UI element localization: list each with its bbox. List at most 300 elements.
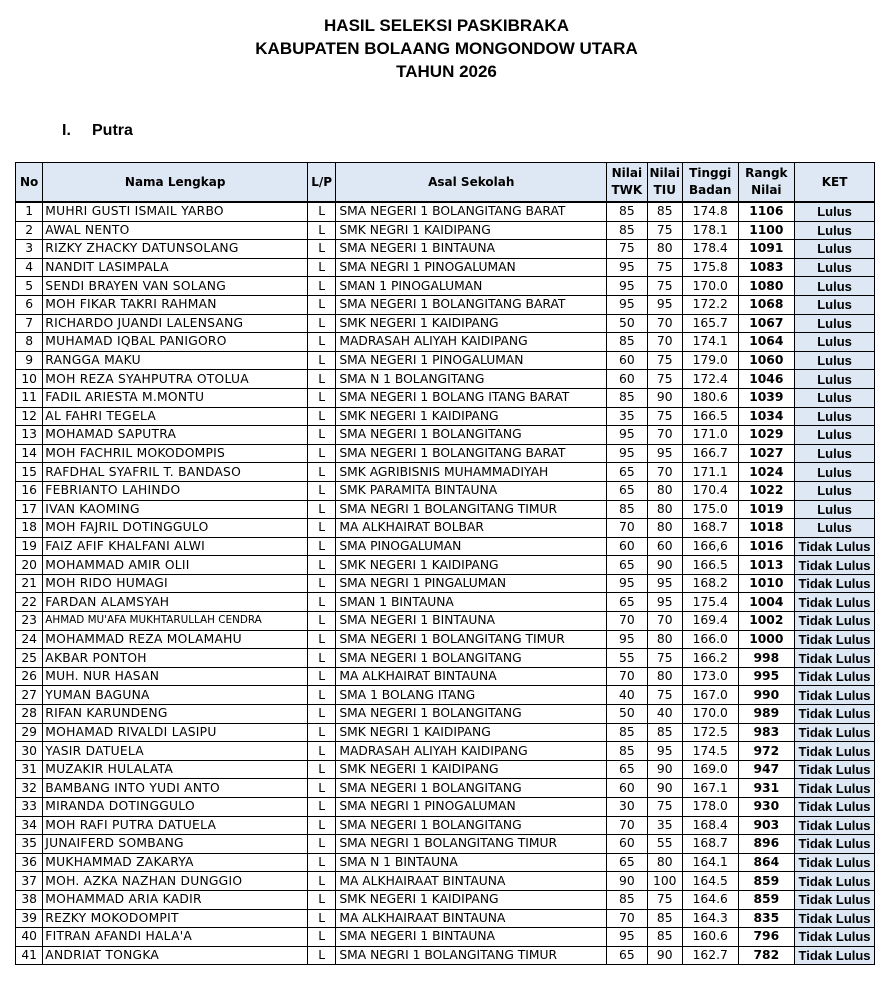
cell-sekolah: SMA NEGERI 1 BOLANG ITANG BARAT — [336, 388, 607, 407]
cell-sekolah: SMA NEGRI 1 PINOGALUMAN — [336, 798, 607, 817]
cell-tiu: 70 — [647, 314, 682, 333]
cell-sekolah: SMK NEGRI 1 KAIDIPANG — [336, 723, 607, 742]
cell-ket: Tidak Lulus — [795, 537, 875, 556]
cell-tinggi: 168.7 — [682, 519, 738, 538]
cell-ket: Lulus — [795, 202, 875, 221]
document-title — [0, 14, 893, 83]
cell-tinggi: 167.0 — [682, 686, 738, 705]
cell-rank: 796 — [738, 928, 795, 947]
cell-tinggi: 172.2 — [682, 295, 738, 314]
cell-twk: 85 — [607, 388, 647, 407]
cell-twk: 65 — [607, 556, 647, 575]
cell-twk: 95 — [607, 928, 647, 947]
cell-twk: 60 — [607, 537, 647, 556]
cell-tiu: 70 — [647, 612, 682, 631]
cell-no: 4 — [16, 258, 43, 277]
cell-lp: L — [308, 519, 336, 538]
cell-nama: AWAL NENTO — [43, 221, 308, 240]
cell-lp: L — [308, 630, 336, 649]
cell-ket: Lulus — [795, 407, 875, 426]
cell-tiu: 80 — [647, 630, 682, 649]
cell-nama: MIRANDA DOTINGGULO — [43, 798, 308, 817]
cell-twk: 30 — [607, 798, 647, 817]
table-row — [16, 333, 875, 352]
cell-twk: 95 — [607, 258, 647, 277]
cell-twk: 95 — [607, 444, 647, 463]
cell-tiu: 80 — [647, 853, 682, 872]
cell-rank: 864 — [738, 853, 795, 872]
cell-tiu: 85 — [647, 723, 682, 742]
cell-rank: 995 — [738, 667, 795, 686]
cell-tiu: 75 — [647, 277, 682, 296]
cell-nama: FADIL ARIESTA M.MONTU — [43, 388, 308, 407]
cell-sekolah: MA ALKHAIRAT BOLBAR — [336, 519, 607, 538]
cell-sekolah: SMAN 1 BINTAUNA — [336, 593, 607, 612]
cell-tinggi: 174.8 — [682, 202, 738, 221]
cell-twk: 70 — [607, 519, 647, 538]
cell-no: 10 — [16, 370, 43, 389]
cell-nama: FEBRIANTO LAHINDO — [43, 481, 308, 500]
table-row — [16, 723, 875, 742]
cell-tinggi: 166,6 — [682, 537, 738, 556]
cell-rank: 1004 — [738, 593, 795, 612]
cell-lp: L — [308, 779, 336, 798]
cell-no: 8 — [16, 333, 43, 352]
table-row — [16, 612, 875, 631]
cell-nama: MOH REZA SYAHPUTRA OTOLUA — [43, 370, 308, 389]
cell-nama: RICHARDO JUANDI LALENSANG — [43, 314, 308, 333]
cell-ket: Tidak Lulus — [795, 686, 875, 705]
cell-tinggi: 164.1 — [682, 853, 738, 872]
cell-rank: 930 — [738, 798, 795, 817]
cell-rank: 998 — [738, 649, 795, 668]
cell-nama: RANGGA MAKU — [43, 351, 308, 370]
cell-tiu: 95 — [647, 574, 682, 593]
cell-tinggi: 166.5 — [682, 556, 738, 575]
cell-rank: 1002 — [738, 612, 795, 631]
cell-sekolah: MA ALKHAIRAT BINTAUNA — [336, 667, 607, 686]
cell-tiu: 70 — [647, 426, 682, 445]
cell-no: 26 — [16, 667, 43, 686]
cell-tinggi: 174.5 — [682, 742, 738, 761]
cell-nama: RIFAN KARUNDENG — [43, 705, 308, 724]
cell-sekolah: SMA NEGRI 1 BOLANGITANG TIMUR — [336, 835, 607, 854]
table-row — [16, 537, 875, 556]
cell-twk: 60 — [607, 370, 647, 389]
cell-tiu: 95 — [647, 444, 682, 463]
cell-ket: Tidak Lulus — [795, 853, 875, 872]
cell-sekolah: SMK NEGERI 1 KAIDIPANG — [336, 556, 607, 575]
cell-tinggi: 166.2 — [682, 649, 738, 668]
cell-tinggi: 172.4 — [682, 370, 738, 389]
cell-sekolah: MADRASAH ALIYAH KAIDIPANG — [336, 333, 607, 352]
cell-twk: 70 — [607, 816, 647, 835]
header-tinggi-top: Tinggi — [689, 166, 732, 180]
cell-no: 32 — [16, 779, 43, 798]
section-heading — [62, 122, 133, 140]
cell-sekolah: SMA NEGERI 1 PINOGALUMAN — [336, 351, 607, 370]
cell-ket: Lulus — [795, 240, 875, 259]
cell-tinggi: 164.5 — [682, 872, 738, 891]
cell-ket: Tidak Lulus — [795, 723, 875, 742]
cell-lp: L — [308, 444, 336, 463]
cell-lp: L — [308, 890, 336, 909]
cell-lp: L — [308, 742, 336, 761]
cell-tinggi: 175.8 — [682, 258, 738, 277]
cell-lp: L — [308, 835, 336, 854]
cell-tinggi: 166.0 — [682, 630, 738, 649]
cell-rank: 1022 — [738, 481, 795, 500]
cell-tinggi: 167.1 — [682, 779, 738, 798]
cell-twk: 85 — [607, 742, 647, 761]
cell-twk: 85 — [607, 221, 647, 240]
cell-tinggi: 175.0 — [682, 500, 738, 519]
cell-no: 28 — [16, 705, 43, 724]
cell-ket: Tidak Lulus — [795, 835, 875, 854]
table-row — [16, 481, 875, 500]
cell-sekolah: SMA NEGERI 1 BOLANGITANG — [336, 816, 607, 835]
cell-nama: MOHAMAD RIVALDI LASIPU — [43, 723, 308, 742]
cell-twk: 95 — [607, 630, 647, 649]
cell-tinggi: 166.7 — [682, 444, 738, 463]
table-row — [16, 928, 875, 947]
cell-tinggi: 160.6 — [682, 928, 738, 947]
cell-ket: Lulus — [795, 370, 875, 389]
cell-nama: MOH RAFI PUTRA DATUELA — [43, 816, 308, 835]
cell-lp: L — [308, 221, 336, 240]
cell-no: 5 — [16, 277, 43, 296]
cell-lp: L — [308, 388, 336, 407]
cell-sekolah: SMA NEGERI 1 BOLANGITANG — [336, 779, 607, 798]
cell-tinggi: 174.1 — [682, 333, 738, 352]
cell-tinggi: 171.1 — [682, 463, 738, 482]
cell-nama: MOHAMAD SAPUTRA — [43, 426, 308, 445]
cell-tinggi: 179.0 — [682, 351, 738, 370]
cell-no: 12 — [16, 407, 43, 426]
header-lp: L/P — [308, 163, 336, 203]
cell-nama: MUKHAMMAD ZAKARYA — [43, 853, 308, 872]
cell-twk: 70 — [607, 909, 647, 928]
cell-ket: Lulus — [795, 444, 875, 463]
table-row — [16, 444, 875, 463]
cell-lp: L — [308, 314, 336, 333]
cell-rank: 903 — [738, 816, 795, 835]
cell-lp: L — [308, 240, 336, 259]
cell-no: 41 — [16, 946, 43, 965]
table-row — [16, 388, 875, 407]
cell-nama: AKBAR PONTOH — [43, 649, 308, 668]
cell-ket: Lulus — [795, 519, 875, 538]
cell-rank: 859 — [738, 890, 795, 909]
table-row — [16, 946, 875, 965]
cell-ket: Lulus — [795, 295, 875, 314]
cell-ket: Tidak Lulus — [795, 630, 875, 649]
cell-ket: Tidak Lulus — [795, 667, 875, 686]
results-table — [15, 162, 875, 965]
title-line-1: HASIL SELEKSI PASKIBRAKA — [324, 16, 569, 35]
table-row — [16, 816, 875, 835]
cell-nama: YASIR DATUELA — [43, 742, 308, 761]
cell-tinggi: 178.1 — [682, 221, 738, 240]
cell-twk: 65 — [607, 593, 647, 612]
cell-nama: MOH FAJRIL DOTINGGULO — [43, 519, 308, 538]
cell-rank: 1067 — [738, 314, 795, 333]
cell-no: 20 — [16, 556, 43, 575]
cell-nama: SENDI BRAYEN VAN SOLANG — [43, 277, 308, 296]
cell-tiu: 85 — [647, 928, 682, 947]
table-row — [16, 835, 875, 854]
cell-lp: L — [308, 556, 336, 575]
table-row — [16, 258, 875, 277]
header-ket: KET — [795, 163, 875, 203]
cell-tiu: 75 — [647, 890, 682, 909]
header-twk — [607, 163, 647, 203]
cell-no: 29 — [16, 723, 43, 742]
cell-lp: L — [308, 649, 336, 668]
cell-no: 27 — [16, 686, 43, 705]
cell-nama: IVAN KAOMING — [43, 500, 308, 519]
cell-lp: L — [308, 407, 336, 426]
cell-sekolah: SMA NEGERI 1 BOLANGITANG — [336, 705, 607, 724]
cell-twk: 85 — [607, 500, 647, 519]
cell-no: 11 — [16, 388, 43, 407]
table-row — [16, 295, 875, 314]
cell-rank: 1027 — [738, 444, 795, 463]
cell-ket: Lulus — [795, 426, 875, 445]
cell-twk: 40 — [607, 686, 647, 705]
header-rangk-top: Rangk — [745, 166, 788, 180]
cell-tinggi: 162.7 — [682, 946, 738, 965]
table-row — [16, 630, 875, 649]
cell-lp: L — [308, 853, 336, 872]
cell-tinggi: 168.2 — [682, 574, 738, 593]
cell-ket: Lulus — [795, 258, 875, 277]
cell-lp: L — [308, 872, 336, 891]
cell-lp: L — [308, 946, 336, 965]
table-row — [16, 593, 875, 612]
cell-ket: Lulus — [795, 221, 875, 240]
cell-twk: 85 — [607, 333, 647, 352]
table-row — [16, 277, 875, 296]
cell-sekolah: SMA NEGERI 1 BOLANGITANG — [336, 649, 607, 668]
cell-twk: 95 — [607, 426, 647, 445]
cell-sekolah: SMA 1 BOLANG ITANG — [336, 686, 607, 705]
cell-tinggi: 170.4 — [682, 481, 738, 500]
table-row — [16, 760, 875, 779]
cell-tinggi: 165.7 — [682, 314, 738, 333]
cell-no: 25 — [16, 649, 43, 668]
cell-ket: Tidak Lulus — [795, 946, 875, 965]
cell-tiu: 75 — [647, 351, 682, 370]
cell-tiu: 90 — [647, 760, 682, 779]
cell-no: 15 — [16, 463, 43, 482]
cell-tiu: 85 — [647, 202, 682, 221]
cell-tinggi: 180.6 — [682, 388, 738, 407]
cell-nama: JUNAIFERD SOMBANG — [43, 835, 308, 854]
header-rangk-bottom: Nilai — [751, 183, 782, 197]
header-tiu-top: Nilai — [649, 166, 680, 180]
section-title: Putra — [92, 122, 133, 139]
cell-ket: Tidak Lulus — [795, 909, 875, 928]
cell-tiu: 75 — [647, 258, 682, 277]
cell-tiu: 70 — [647, 333, 682, 352]
table-row — [16, 779, 875, 798]
cell-nama: MOHAMMAD REZA MOLAMAHU — [43, 630, 308, 649]
cell-tiu: 75 — [647, 221, 682, 240]
cell-rank: 989 — [738, 705, 795, 724]
table-row — [16, 705, 875, 724]
cell-tiu: 75 — [647, 798, 682, 817]
cell-nama: AHMAD MU'AFA MUKHTARULLAH CENDRA — [43, 612, 308, 631]
cell-tinggi: 170.0 — [682, 277, 738, 296]
cell-twk: 85 — [607, 202, 647, 221]
cell-tiu: 90 — [647, 779, 682, 798]
header-tinggi — [682, 163, 738, 203]
cell-lp: L — [308, 593, 336, 612]
cell-ket: Tidak Lulus — [795, 574, 875, 593]
table-row — [16, 649, 875, 668]
cell-lp: L — [308, 574, 336, 593]
table-row — [16, 890, 875, 909]
cell-ket: Lulus — [795, 500, 875, 519]
cell-ket: Lulus — [795, 481, 875, 500]
table-row — [16, 240, 875, 259]
cell-sekolah: SMA NEGERI 1 BOLANGITANG TIMUR — [336, 630, 607, 649]
cell-no: 13 — [16, 426, 43, 445]
cell-ket: Lulus — [795, 463, 875, 482]
cell-lp: L — [308, 370, 336, 389]
cell-tinggi: 164.6 — [682, 890, 738, 909]
cell-tiu: 100 — [647, 872, 682, 891]
cell-tiu: 95 — [647, 593, 682, 612]
cell-lp: L — [308, 333, 336, 352]
cell-ket: Lulus — [795, 314, 875, 333]
cell-sekolah: SMK NEGERI 1 KAIDIPANG — [336, 314, 607, 333]
cell-lp: L — [308, 705, 336, 724]
cell-tinggi: 169.4 — [682, 612, 738, 631]
cell-nama: MOH FACHRIL MOKODOMPIS — [43, 444, 308, 463]
cell-sekolah: MA ALKHAIRAAT BINTAUNA — [336, 909, 607, 928]
table-row — [16, 872, 875, 891]
title-line-3: TAHUN 2026 — [396, 62, 497, 81]
table-row — [16, 314, 875, 333]
cell-twk: 70 — [607, 612, 647, 631]
table-row — [16, 370, 875, 389]
cell-twk: 70 — [607, 667, 647, 686]
table-row — [16, 202, 875, 221]
cell-tinggi: 175.4 — [682, 593, 738, 612]
cell-no: 6 — [16, 295, 43, 314]
cell-nama: ANDRIAT TONGKA — [43, 946, 308, 965]
cell-tinggi: 178.4 — [682, 240, 738, 259]
header-sekolah: Asal Sekolah — [336, 163, 607, 203]
cell-twk: 60 — [607, 779, 647, 798]
cell-twk: 85 — [607, 890, 647, 909]
cell-rank: 1039 — [738, 388, 795, 407]
table-row — [16, 853, 875, 872]
cell-nama: RAFDHAL SYAFRIL T. BANDASO — [43, 463, 308, 482]
cell-tinggi: 168.7 — [682, 835, 738, 854]
cell-twk: 55 — [607, 649, 647, 668]
table-row — [16, 426, 875, 445]
cell-ket: Tidak Lulus — [795, 705, 875, 724]
cell-ket: Tidak Lulus — [795, 779, 875, 798]
cell-lp: L — [308, 612, 336, 631]
cell-tiu: 80 — [647, 481, 682, 500]
table-row — [16, 463, 875, 482]
cell-lp: L — [308, 667, 336, 686]
cell-no: 22 — [16, 593, 43, 612]
cell-sekolah: SMK NEGERI 1 KAIDIPANG — [336, 760, 607, 779]
cell-rank: 1013 — [738, 556, 795, 575]
cell-no: 35 — [16, 835, 43, 854]
cell-no: 9 — [16, 351, 43, 370]
cell-sekolah: SMK NEGERI 1 KAIDIPANG — [336, 407, 607, 426]
cell-nama: MOH FIKAR TAKRI RAHMAN — [43, 295, 308, 314]
cell-rank: 1100 — [738, 221, 795, 240]
cell-rank: 1034 — [738, 407, 795, 426]
cell-twk: 65 — [607, 946, 647, 965]
cell-tinggi: 169.0 — [682, 760, 738, 779]
cell-twk: 65 — [607, 463, 647, 482]
cell-rank: 896 — [738, 835, 795, 854]
cell-tinggi: 172.5 — [682, 723, 738, 742]
cell-rank: 1000 — [738, 630, 795, 649]
header-twk-top: Nilai — [611, 166, 643, 180]
cell-nama: MUZAKIR HULALATA — [43, 760, 308, 779]
cell-no: 24 — [16, 630, 43, 649]
cell-tinggi: 178.0 — [682, 798, 738, 817]
cell-sekolah: MADRASAH ALIYAH KAIDIPANG — [336, 742, 607, 761]
cell-no: 40 — [16, 928, 43, 947]
header-tiu-bottom: TIU — [653, 183, 676, 197]
cell-nama: RIZKY ZHACKY DATUNSOLANG — [43, 240, 308, 259]
cell-twk: 60 — [607, 351, 647, 370]
cell-lp: L — [308, 928, 336, 947]
cell-lp: L — [308, 258, 336, 277]
cell-lp: L — [308, 277, 336, 296]
cell-rank: 990 — [738, 686, 795, 705]
table-row — [16, 556, 875, 575]
cell-sekolah: SMA NEGERI 1 BOLANGITANG BARAT — [336, 202, 607, 221]
cell-twk: 90 — [607, 872, 647, 891]
cell-ket: Tidak Lulus — [795, 798, 875, 817]
cell-lp: L — [308, 463, 336, 482]
cell-nama: FITRAN AFANDI HALA'A — [43, 928, 308, 947]
cell-nama: FAIZ AFIF KHALFANI ALWI — [43, 537, 308, 556]
cell-lp: L — [308, 816, 336, 835]
cell-no: 23 — [16, 612, 43, 631]
cell-no: 3 — [16, 240, 43, 259]
header-no: No — [16, 163, 43, 203]
cell-rank: 1010 — [738, 574, 795, 593]
cell-rank: 1016 — [738, 537, 795, 556]
cell-twk: 50 — [607, 705, 647, 724]
cell-no: 30 — [16, 742, 43, 761]
table-row — [16, 500, 875, 519]
cell-tiu: 80 — [647, 240, 682, 259]
cell-tiu: 95 — [647, 742, 682, 761]
header-twk-bottom: TWK — [611, 183, 643, 197]
cell-lp: L — [308, 500, 336, 519]
cell-lp: L — [308, 723, 336, 742]
cell-no: 21 — [16, 574, 43, 593]
cell-nama: MUH. NUR HASAN — [43, 667, 308, 686]
cell-sekolah: SMA NEGRI 1 PINGALUMAN — [336, 574, 607, 593]
cell-no: 31 — [16, 760, 43, 779]
cell-rank: 1019 — [738, 500, 795, 519]
cell-tinggi: 164.3 — [682, 909, 738, 928]
